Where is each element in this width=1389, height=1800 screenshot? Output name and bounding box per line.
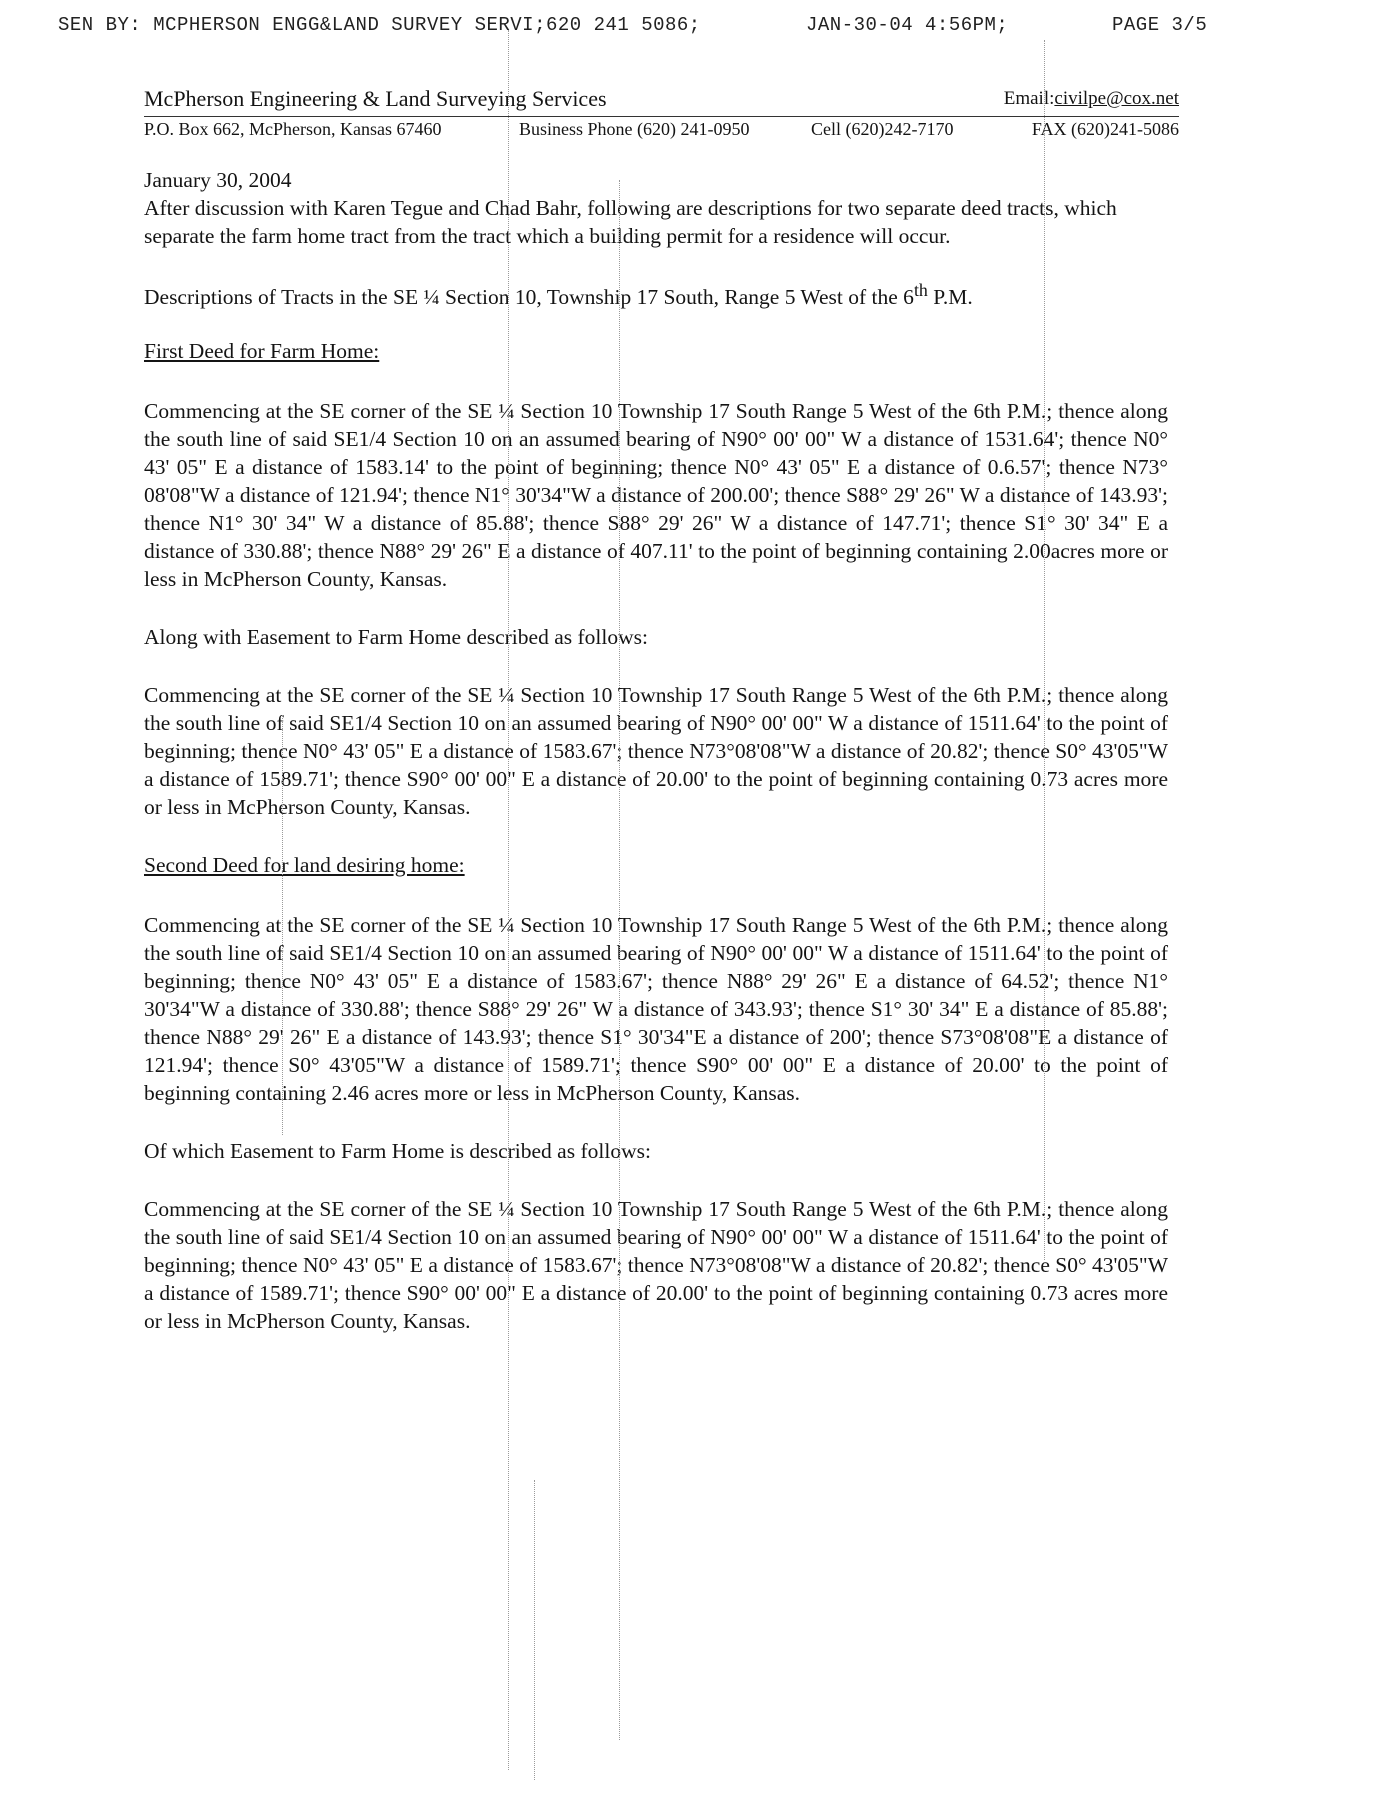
letter-body: [144, 166, 1168, 1365]
easement-1-heading: Along with Easement to Farm Home described as follows:: [144, 625, 648, 650]
scan-artifact-line: [282, 715, 283, 1135]
letter-date: January 30, 2004: [144, 168, 292, 192]
fax-sender: SEN BY: MCPHERSON ENGG&LAND SURVEY SERVI;620 241 5086;: [58, 14, 701, 36]
second-deed-description: Commencing at the SE corner of the SE ¼ Section 10 Township 17 South Range 5 West of the 6th P.M.; thence along the south line of said SE1/4 Section 10 on an assumed bearing of N90° 00' 00" W a distance of 1511.64' to the point of beginning; thence N0° 43' 05" E a distance of 1583.67'; thence N88° 29' 26" E a distance of 64.52'; thence N1° 30'34"W a distance of 330.88'; thence S88° 29' 26" W a distance of 343.93'; thence S1° 30' 34" E a distance of 85.88'; thence N88° 29' 26" E a distance of 143.93'; thence S1° 30'34"E a distance of 200'; thence S73°08'08"E a distance of 121.94'; thence S0° 43'05"W a distance of 1589.71'; thence S90° 00' 00" E a distance of 20.00' to the point of beginning containing 2.46 acres more or less in McPherson County, Kansas.: [144, 913, 1168, 1106]
scan-artifact-line: [534, 1480, 535, 1780]
company-address: P.O. Box 662, McPherson, Kansas 67460: [144, 119, 442, 139]
cell-phone: Cell (620)242-7170: [811, 119, 954, 139]
tract-heading-superscript: th: [913, 280, 928, 300]
letter-intro: After discussion with Karen Tegue and Chad Bahr, following are descriptions for two separate deed tracts, which separate the farm home tract from the tract which a building permit for a residence will occur.: [144, 196, 1117, 248]
first-deed-description: Commencing at the SE corner of the SE ¼ Section 10 Township 17 South Range 5 West of the 6th P.M.; thence along the south line of said SE1/4 Section 10 on an assumed bearing of N90° 00' 00" W a distance of 1531.64'; thence N0° 43' 05" E a distance of 1583.14' to the point of beginning; thence N0° 43' 05" E a distance of 0.6.57'; thence N73° 08'08"W a distance of 121.94'; thence N1° 30'34"W a distance of 200.00'; thence S88° 29' 26" W a distance of 143.93'; thence N1° 30' 34" W a distance of 85.88'; thence S88° 29' 26" W a distance of 147.71'; thence S1° 30' 34" E a distance of 330.88'; thence N88° 29' 26" E a distance of 407.11' to the point of beginning containing 2.00acres more or less in McPherson County, Kansas.: [144, 399, 1168, 592]
second-deed-title: Second Deed for land desiring home:: [144, 853, 465, 878]
fax-number: FAX (620)241-5086: [1031, 119, 1179, 139]
tract-heading-end: P.M.: [927, 285, 973, 310]
tract-heading-main: Descriptions of Tracts in the SE ¼ Section 10, Township 17 South, Range 5 West of the 6: [144, 285, 914, 310]
first-deed-title: First Deed for Farm Home:: [144, 339, 380, 364]
tract-heading: [144, 276, 1168, 311]
easement-2-heading: Of which Easement to Farm Home is described as follows:: [144, 1139, 651, 1164]
easement-1-description: Commencing at the SE corner of the SE ¼ Section 10 Township 17 South Range 5 West of the 6th P.M.; thence along the south line of said SE1/4 Section 10 on an assumed bearing of N90° 00' 00" W a distance of 1511.64' to the point of beginning; thence N0° 43' 05" E a distance of 1583.67'; thence N73°08'08"W a distance of 20.82'; thence S0° 43'05"W a distance of 1589.71'; thence S90° 00' 00" E a distance of 20.00' to the point of beginning containing 0.73 acres more or less in McPherson County, Kansas.: [144, 683, 1168, 820]
scan-artifact-line: [1044, 40, 1045, 1260]
fax-datetime: JAN-30-04 4:56PM;: [806, 14, 1009, 36]
easement-2-description: Commencing at the SE corner of the SE ¼ Section 10 Township 17 South Range 5 West of the 6th P.M.; thence along the south line of said SE1/4 Section 10 on an assumed bearing of N90° 00' 00" W a distance of 1511.64' to the point of beginning; thence N0° 43' 05" E a distance of 1583.67'; thence N73°08'08"W a distance of 20.82'; thence S0° 43'05"W a distance of 1589.71'; thence S90° 00' 00" E a distance of 20.00' to the point of beginning containing 0.73 acres more or less in McPherson County, Kansas.: [144, 1197, 1168, 1334]
company-name: McPherson Engineering & Land Surveying Services: [144, 86, 607, 111]
email-address: civilpe@cox.net: [1054, 88, 1179, 109]
fax-page-number: PAGE 3/5: [1112, 14, 1208, 36]
scan-artifact-line: [619, 180, 620, 1740]
scan-artifact-line: [508, 30, 509, 1770]
fax-header: [58, 14, 1208, 40]
letterhead: [144, 86, 1179, 145]
company-email: [1004, 88, 1179, 110]
business-phone: Business Phone (620) 241-0950: [519, 119, 750, 139]
email-label: Email:: [1003, 88, 1055, 109]
